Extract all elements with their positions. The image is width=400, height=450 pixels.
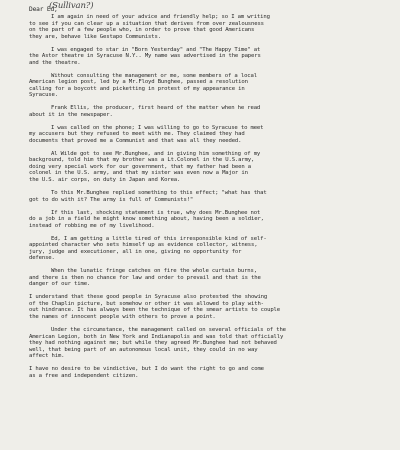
paragraph-12: Under the circumstance, the management called on several officials of the American Legion, both in New York and Indianapolis and was told that officially they had nothing against me; but while they agreed Mr.Bunghee had not behaved well, that being part of an autonomous local unit, they could in no way affect him. xyxy=(29,327,286,360)
paragraph-8: If this last, shocking statement is true, why does Mr.Bunghee not do a job in a field he might know something about, having been a soldier, instead of robbing me of my livelihood. xyxy=(29,209,264,229)
paragraph-11: I understand that these good people in Syracuse also protested the showing of the Chaplin picture, but somehow or other it was allowed to play with- out hindrance. It has always been the technique of the smear artists to couple the names of innocent people with others to prove a point. xyxy=(29,294,280,320)
paragraph-7: To this Mr.Bunghee replied something to this effect; "what has that got to do with it? The army is full of Communists!" xyxy=(29,190,267,203)
handwritten-annotation: ( Sullivan? ) xyxy=(49,2,93,11)
paragraph-13: I have no desire to be vindictive, but I do want the right to go and come as a free and independent citizen. xyxy=(29,366,264,379)
paragraph-5: I was called on the phone; I was willing to go to Syracuse to meet my accusers but they refused to meet with me. They claimed they had documents that proved me a Communist and that was all they needed. xyxy=(29,124,264,144)
paragraph-1: I am again in need of your advice and friendly help; so I am writing to see if you can clear up a situation that derives from over zealousness on the part of a few people who, in order to prove that good Americans they are, behave like Gestapo Communists. xyxy=(29,14,270,40)
salutation xyxy=(29,1,380,14)
paragraph-2: I was engaged to star in "Born Yesterday" and "The Happy Time" at the Astor theatre in Syracuse N.Y.. My name was advertised in the papers and the theatre. xyxy=(29,46,261,66)
paragraph-6: Al Wilde got to see Mr.Bunghee, and in giving him something of my background, told him that my brother was a Lt.Colonel in the U.S.army, doing very special work for our government, that my father had been a colonel in the U.S. army, and that my sister was even now a Major in the U.S. air corps, on duty in Japan and Korea. xyxy=(29,150,261,183)
paragraph-4: Frank Ellis, the producer, first heard of the matter when he read about it in the newspaper. xyxy=(29,105,261,118)
paragraph-9: Ed, I am getting a little tired of this irresponsible kind of self- appointed character who sets himself up as evidence collector, witness, jury, judge and executioner, all in one, giving no opportunity for defense. xyxy=(29,235,267,262)
paragraph-3: Without consulting the management or me, some members of a local American legion post, led by a Mr.Floyd Bunghee, passed a resolution calling for a boycott and picketting in protest of my appearance in Syracuse. xyxy=(29,72,257,99)
salutation-prefix: Dear Ed, xyxy=(29,6,58,13)
paragraph-10: When the lunatic fringe catches on fire the whole curtain burns, and there is then no chance for law and order to prevail and that is the danger of our time. xyxy=(29,268,261,288)
